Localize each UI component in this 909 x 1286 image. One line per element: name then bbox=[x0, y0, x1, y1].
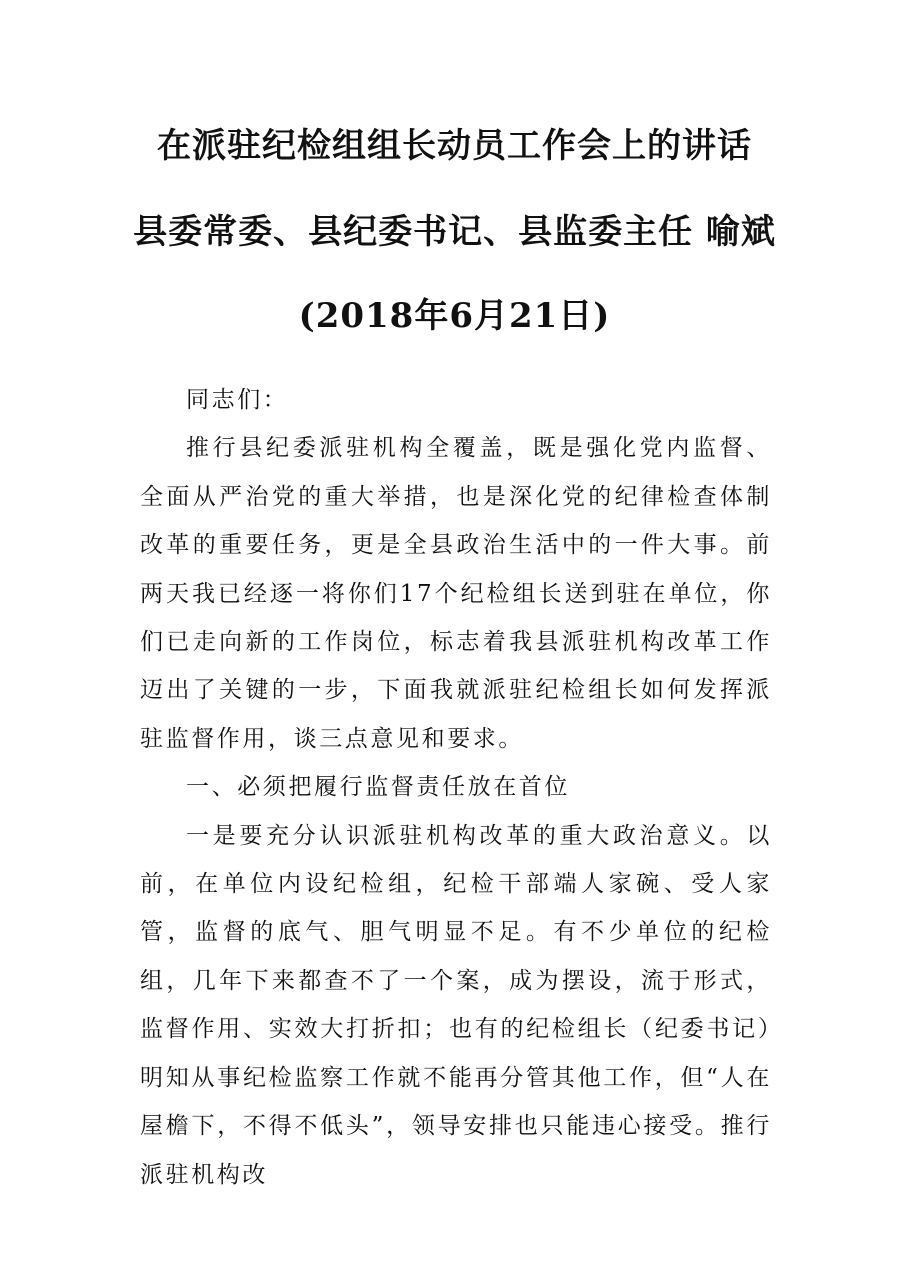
salutation: 同志们： bbox=[186, 387, 289, 413]
document-title: 在派驻纪检组组长动员工作会上的讲话 bbox=[157, 126, 752, 166]
speech-body bbox=[140, 376, 772, 1199]
speaker-line: 县委常委、县纪委书记、县监委主任 喻斌 bbox=[133, 212, 776, 252]
section-heading: 一、必须把履行监督责任放在首位 bbox=[186, 774, 570, 801]
body-paragraph: 推行县纪委派驻机构全覆盖，既是强化党内监督、全面从严治党的重大举措，也是深化党的纪律检查体制改革的重要任务，更是全县政治生活中的一件大事。前两天我已经逐一将你们17个纪检组长送到驻在单位，你们已走向新的工作岗位，标志着我县派驻机构改革工作迈出了关键的一步，下面我就派驻纪检组长如何发挥派驻监督作用，谈三点意见和要求。 bbox=[140, 435, 772, 752]
speech-date: (2018年6月21日) bbox=[298, 296, 611, 336]
body-paragraph: 一是要充分认识派驻机构改革的重大政治意义。以前，在单位内设纪检组，纪检干部端人家碗、受人家管，监督的底气、胆气明显不足。有不少单位的纪检组，几年下来都查不了一个案，成为摆设，流于形式，监督作用、实效大打折扣；也有的纪检组长（纪委书记）明知从事纪检监察工作就不能再分管其他工作，但“人在屋檐下，不得不低头”，领导安排也只能违心接受。推行派驻机构改 bbox=[140, 822, 772, 1188]
